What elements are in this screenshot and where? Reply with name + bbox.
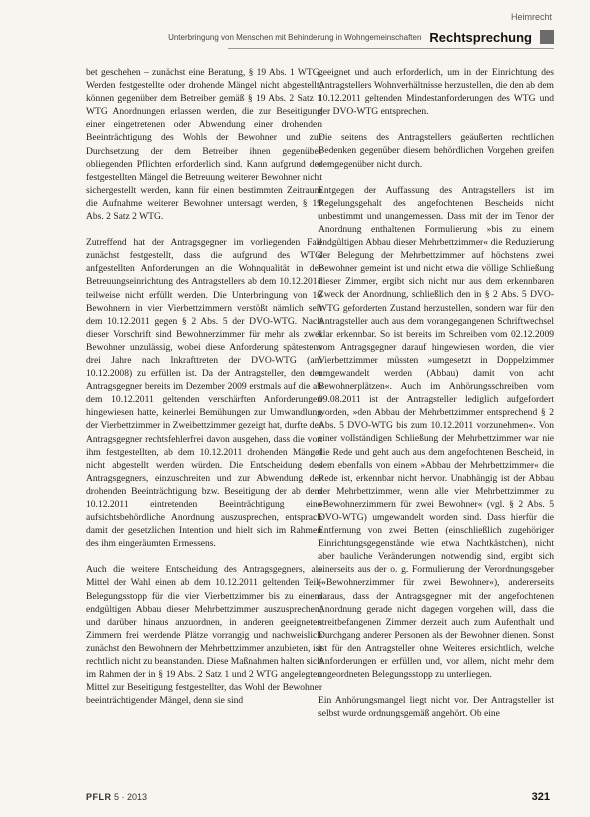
paragraph: Ein Anhörungsmangel liegt nicht vor. Der Antragsteller ist selbst wurde ordnungsgemäß angehört. Ob eine: [318, 695, 554, 720]
footer-journal: [86, 792, 147, 802]
header-square-icon: [540, 30, 554, 44]
header-divider: [228, 48, 554, 49]
running-header: [168, 28, 554, 46]
running-header-title: Rechtsprechung: [429, 29, 532, 45]
paragraph: bet geschehen – zunächst eine Beratung, § 19 Abs. 1 WTG. Werden festgestellte oder drohende Mängel nicht abgestellt, können gegenüber dem Betreiber gemäß § 19 Abs. 2 Satz 1 WTG Anordnungen erlassen werden, die zur Beseitigung einer eingetretenen oder Abwendung einer drohenden Beeinträchtigung des Wohls der Bewohner und zur Durchsetzung der dem Betreiber ihnen gegenüber obliegenden Pflichten erforderlich sind. Kann aufgrund der festgestellten Mängel die Betreuung weiterer Bewohner nicht sichergestellt werden, kann für einen bestimmten Zeitraum die Aufnahme weiterer Bewohner untersagt werden, § 19 Abs. 2 Satz 2 WTG.: [86, 67, 322, 223]
section-label: Heimrecht: [510, 12, 552, 22]
right-column: [318, 66, 554, 733]
paragraph: Entgegen der Auffassung des Antragstellers ist im Regelungsgehalt des angefochtenen Bescheids nicht unbestimmt und unangemessen. Dass mit der im Tenor der Anordnung enthaltenen Formulierung »bis zu einem endgültigen Abbau dieser Mehrbettzimmer« die Reduzierung der Belegung der Mehrbettzimmer auf höchstens zwei Bewohner gemeint ist und nicht etwa die völlige Schließung dieser Zimmer, ergibt sich nicht nur aus dem erkennbaren Zweck der Anordnung, schließlich den in § 2 Abs. 5 DVO-WTG geforderten Zustand herzustellen, sondern war für den Antragsteller auch aus dem vorangegangenen Schriftwechsel klar erkennbar. So ist bereits im Schreiben vom 02.12.2009 vom Antragsgegner darauf hingewiesen worden, die vier Vierbettzimmer müssten »umgesetzt in Doppelzimmer umgewandelt werden (Abbau) damit von acht Bewohnerplätzen«. Auch im Anhörungsschreiben vom 09.08.2011 ist der Antragsteller lediglich aufgefordert worden, »den Abbau der Mehrbettzimmer entsprechend § 2 Abs. 5 DVO-WTG bis zum 10.12.2011 vorzunehmen«. Von einer vollständigen Schließung der Mehrbettzimmer war nie die Rede und geht auch aus dem angefochtenen Bescheid, in dem ebenfalls von einem »Abbau der Mehrbettzimmer« die Rede ist, erkennbar nicht hervor. Unabhängig ist der Abbau der Mehrbettzimmer, wenn alle vier Mehrbettzimmer zu »Bewohnerzimmern für zwei Bewohner« (vgl. § 2 Abs. 5 DVO-WTG) umgewandelt worden sind. Dass hierfür die Entfernung von zwei Betten (einschließlich zugehöriger Einrichtungsgegenstände wie etwa Nachtkästchen), nicht aber bauliche Veränderungen notwendig sind, ergibt sich einerseits aus der o. g. Formulierung der Verordnungsgeber (»Bewohnerzimmer für zwei Bewohner«), andererseits daraus, dass der Antragsgegner mit der angefochtenen Anordnung gerade nicht dagegen vorgehen will, dass die streitbefangenen Zimmer derzeit auch zum Aufenthalt und Durchgang anderer Personen als der Bewohner dienen. Sonst ist für den Antragsteller ohne Weiteres ersichtlich, welche Anforderungen er erfüllen und, vor allem, nicht mehr dem angeordneten Belegungsstopp zu unterliegen.: [318, 184, 554, 681]
paragraph: Zutreffend hat der Antragsgegner im vorliegenden Fall zunächst festgestellt, dass die aufgrund des WTG anfgestellten Anforderungen an die Wohnqualität in der Betreuungseinrichtung des Antragstellers ab dem 10.12.2011 teilweise nicht erfüllt werden. Die Unterbringung von 16 Bewohnern in vier Vierbettzimmern verstößt nämlich seit dem 10.12.2011 gegen § 2 Abs. 5 der DVO-WTG. Nach dieser Vorschrift sind Bewohnerzimmer für mehr als zwei Bewohner unzulässig, wobei diese Anforderung spätestens drei Jahre nach Inkrafttreten der DVO-WTG (am 10.12.2008) zu erfüllen ist. Da der Antragsteller, den der Antragsgegner bereits im Dezember 2009 erstmals auf die ab dem 10.12.2011 geltenden verschärften Anforderungen hingewiesen hatte, keinerlei Bemühungen zur Umwandlung der Vierbettzimmer in Zweibettzimmer gezeigt hat, durfte der Antragsgegner rechtsfehlerfrei davon ausgehen, dass die von ihm festgestellten, ab dem 10.12.2011 drohenden Mängel nicht abgestellt werden würden. Die Entscheidung des Antragsgegners, einzuschreiten und zur Abwendung der drohenden Beeinträchtigung bzw. Beseitigung der ab dem 10.12.2011 eintretenden Beeinträchtigung eine aufsichtsbehördliche Anordnung auszusprechen, entsprach damit der gesetzlichen Intention und hielt sich im Rahmen des ihm eingeräumten Ermessens.: [86, 237, 322, 550]
paragraph: geeignet und auch erforderlich, um in der Einrichtung des Antragstellers Wohnverhältnisse herzustellen, die den ab dem 10.12.2011 geltenden Mindestanforderungen des WTG und der DVO-WTG entsprechen.: [318, 67, 554, 118]
paragraph: Auch die weitere Entscheidung des Antragsgegners, als Mittel der Wahl einen ab dem 10.12.2011 geltenden Teil-Belegungsstopp für die vier Vierbettzimmer bis zu einem endgültigen Abbau dieser Mehrbettzimmer auszusprechen, und darüber hinaus anzuordnen, in anderen geeigneten Zimmern frei werdende Plätze vorrangig und nachweislich zunächst den Bewohnern der Mehrbettzimmer anzubieten, ist rechtlich nicht zu beanstanden. Diese Maßnahmen halten sich im Rahmen der in § 19 Abs. 2 Satz 1 und 2 WTG angelegten Mittel zur Beseitigung festgestellter, das Wohl der Bewohner beeinträchtigender Mängel, denn sie sind: [86, 564, 322, 707]
running-header-subtitle: Unterbringung von Menschen mit Behinderung in Wohngemeinschaften: [168, 32, 422, 42]
journal-name: PFLR: [86, 792, 112, 802]
issue-number: 5 · 2013: [114, 792, 148, 802]
left-column: [86, 66, 322, 720]
paragraph: Die seitens des Antragstellers geäußerten rechtlichen Bedenken gegenüber diesem behördlichen Vorgehen greifen demgegenüber nicht durch.: [318, 132, 554, 170]
page-number: 321: [531, 791, 550, 803]
